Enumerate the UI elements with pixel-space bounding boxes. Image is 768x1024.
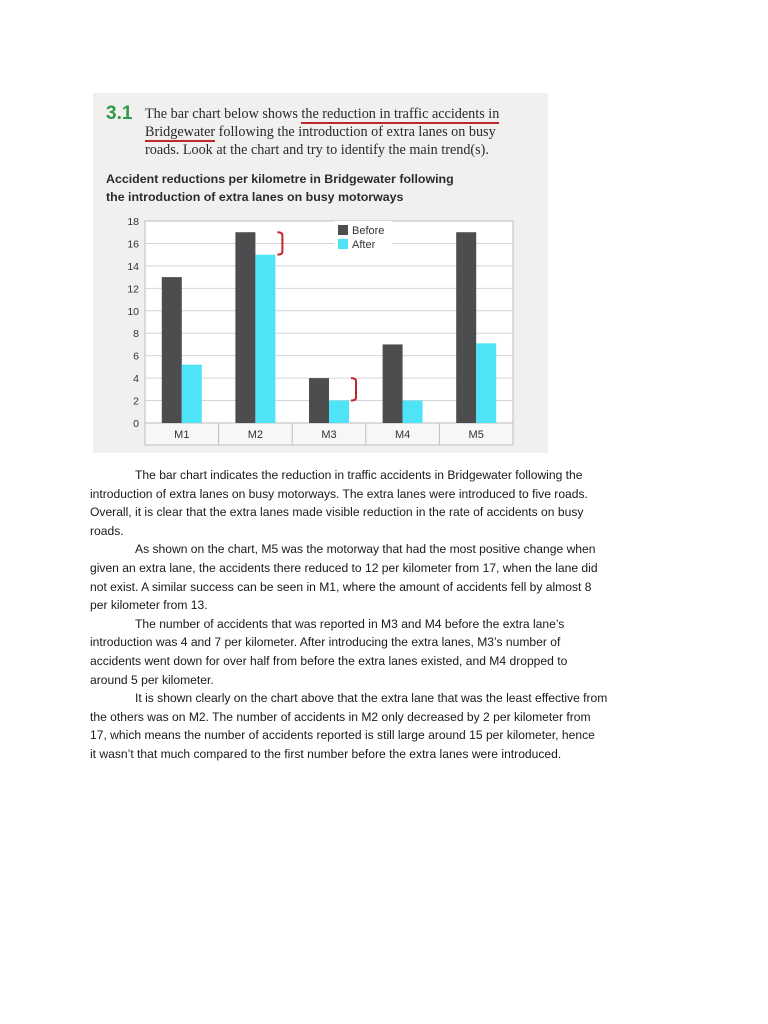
essay-line: roads. (90, 523, 124, 538)
y-tick-label: 8 (133, 328, 139, 341)
bar-after-m3 (329, 401, 349, 423)
essay-line: it wasn’t that much compared to the first number before the extra lanes were introduced. (90, 746, 562, 761)
y-tick-label: 10 (127, 305, 139, 318)
chart-title (106, 170, 526, 206)
y-tick-label: 0 (133, 418, 139, 430)
essay-line: the others was on M2. The number of accidents in M2 only decreased by 2 per kilometer from (90, 709, 591, 724)
bar-after-m4 (403, 401, 423, 423)
essay-line: given an extra lane, the accidents there reduced to 12 per kilometer from 17, when the lane did (90, 560, 598, 575)
underlined-phrase: the reduction in traffic accidents in (301, 106, 500, 122)
legend-label: After (352, 239, 376, 251)
exercise-line: Bridgewater following the introduction of extra lanes on busy (145, 124, 496, 140)
essay-line: As shown on the chart, M5 was the motorway that had the most positive change when (135, 542, 596, 557)
exercise-line: roads. Look at the chart and try to identify the main trend(s). (145, 142, 489, 158)
legend-swatch (338, 225, 348, 235)
essay-line: The bar chart indicates the reduction in traffic accidents in Bridgewater following the (135, 468, 583, 482)
legend-label: Before (352, 225, 385, 237)
y-tick-label: 14 (127, 260, 139, 273)
exercise-prompt (145, 105, 540, 159)
bar-after-m2 (255, 255, 275, 423)
exercise-line: The bar chart below shows the reduction in traffic accidents in (145, 106, 500, 122)
y-tick-label: 6 (133, 350, 139, 363)
exercise-number: 3.1 (106, 103, 133, 124)
x-tick-label: M4 (394, 429, 411, 441)
x-tick-label: M1 (174, 429, 190, 441)
bar-after-m5 (476, 343, 496, 423)
essay-line: per kilometer from 13. (90, 598, 208, 613)
bar-before-m2 (235, 232, 255, 423)
y-tick-label: 2 (133, 395, 139, 408)
essay-line: 17, which means the number of accidents reported is still large around 15 per kilometer, hence (90, 728, 595, 743)
y-tick-label: 16 (127, 238, 139, 251)
bar-before-m3 (309, 378, 329, 423)
y-tick-label: 4 (133, 373, 139, 386)
bar-after-m1 (182, 365, 202, 423)
essay-line: around 5 per kilometer. (90, 672, 214, 687)
legend-swatch (338, 239, 348, 249)
essay-line: Overall, it is clear that the extra lanes made visible reduction in the rate of accidents on busy (90, 505, 584, 520)
bar-before-m1 (162, 277, 182, 423)
chart-title-line: the introduction of extra lanes on busy motorways (106, 190, 404, 204)
x-tick-label: M5 (468, 429, 484, 441)
chart-title-line: Accident reductions per kilometre in Bridgewater following (106, 172, 454, 186)
essay-line: introduction of extra lanes on busy motorways. The extra lanes were introduced to five roads. (90, 486, 588, 501)
x-tick-label: M3 (321, 429, 337, 441)
bar-before-m4 (383, 344, 403, 423)
bar-chart (93, 213, 548, 453)
essay-line: It is shown clearly on the chart above that the extra lane that was the least effective from (135, 691, 608, 706)
bar-before-m5 (456, 232, 476, 423)
essay-line: not exist. A similar success can be seen in M1, where the amount of accidents fell by almost 8 (90, 579, 592, 594)
essay-text (90, 466, 672, 764)
underlined-phrase: Bridgewater (145, 124, 216, 140)
essay-line: accidents went down for over half from before the extra lanes existed, and M4 dropped to (90, 653, 568, 668)
textbook-scan (93, 93, 548, 453)
y-tick-label: 18 (127, 216, 139, 228)
essay-line: introduction was 4 and 7 per kilometer. After introducing the extra lanes, M3’s number of (90, 635, 561, 650)
y-tick-label: 12 (127, 283, 139, 296)
x-tick-label: M2 (247, 429, 264, 441)
essay-line: The number of accidents that was reported in M3 and M4 before the extra lane’s (135, 616, 565, 631)
